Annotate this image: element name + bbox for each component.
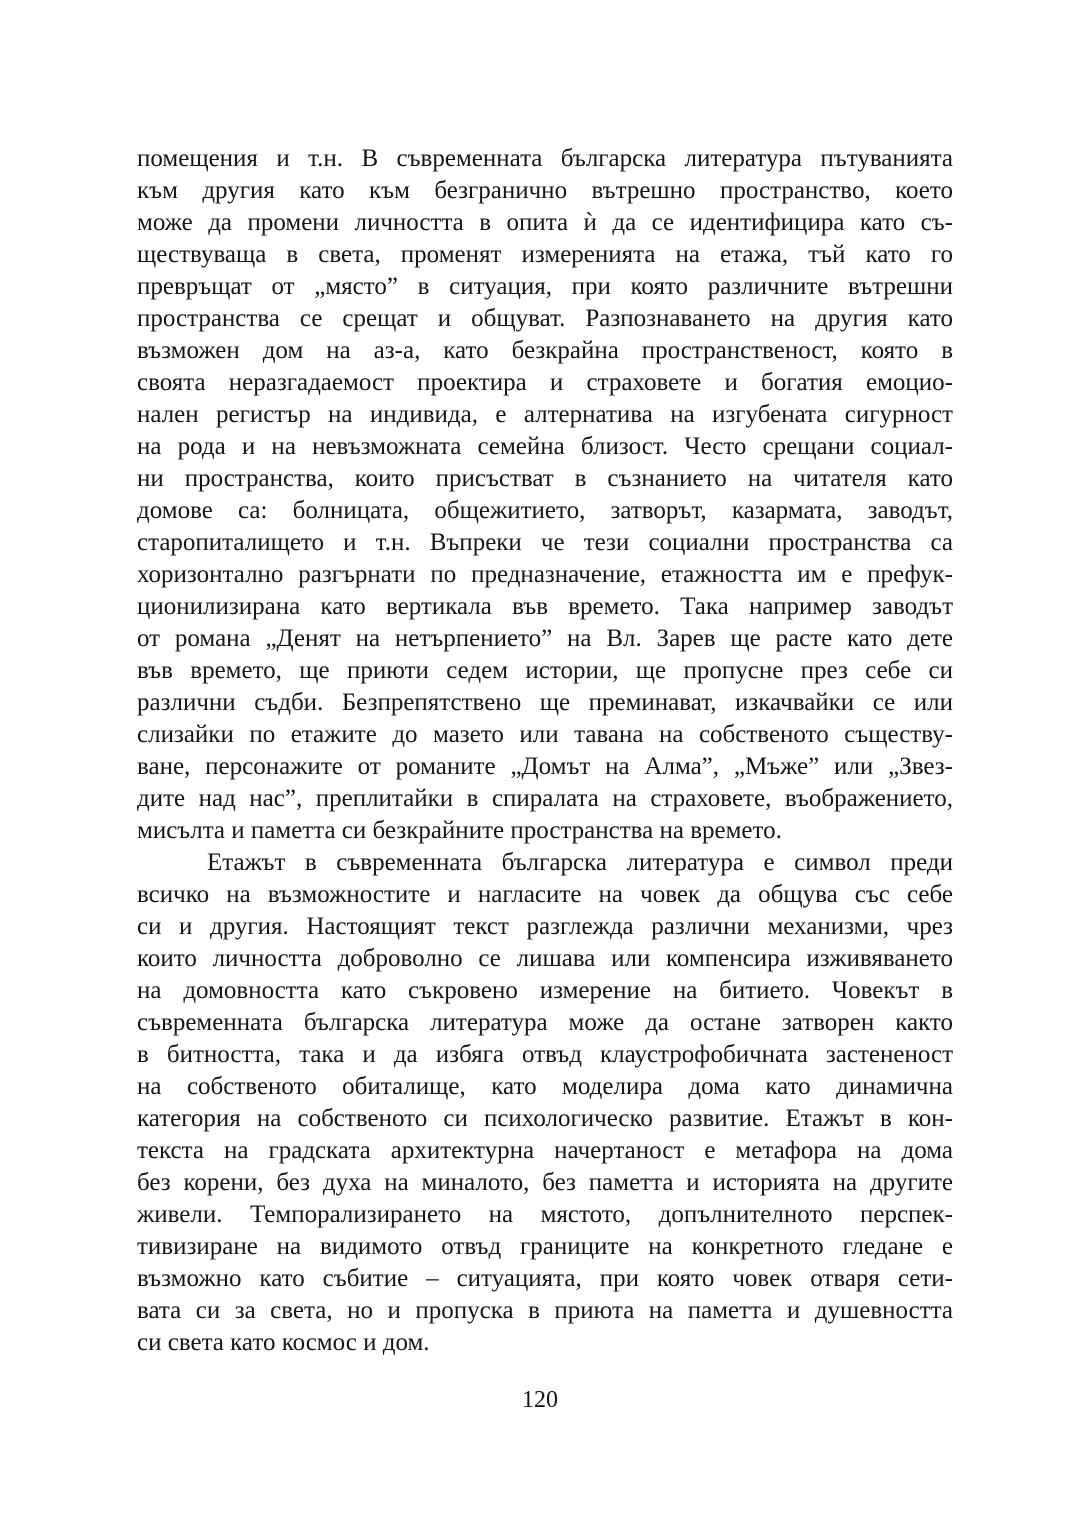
text-line: на домовността като съкровено измерение на битието. Човекът в bbox=[137, 977, 953, 1004]
text-line: домове са: болницата, общежитието, затворът, казармата, заводът, bbox=[137, 497, 953, 524]
text-line: мисълта и паметта си безкрайните пространства на времето. bbox=[137, 817, 782, 844]
text-line: на собственото обиталище, като моделира дома като динамична bbox=[137, 1073, 953, 1100]
text-line: дите над нас”, преплитайки в спиралата на страховете, въображението, bbox=[137, 785, 953, 812]
text-line: ване, персонажите от романите „Домът на Алма”, „Мъже” или „Звез- bbox=[137, 753, 953, 780]
text-line: на рода и на невъзможната семейна близост. Често срещани социал- bbox=[137, 433, 953, 460]
text-line: живели. Темпорализирането на мястото, допълнителното перспек- bbox=[137, 1201, 953, 1228]
text-line: различни съдби. Безпрепятствено ще преминават, изкачвайки се или bbox=[137, 689, 953, 716]
paragraph-1 bbox=[137, 143, 953, 847]
text-line: може да промени личността в опита ѝ да се идентифицира като съ- bbox=[137, 209, 953, 236]
text-line: хоризонтално разгърнати по предназначение, етажността им е префук- bbox=[137, 561, 953, 588]
text-line: нален регистър на индивида, е алтернатива на изгубената сигурност bbox=[137, 401, 953, 428]
text-line: превръщат от „място” в ситуация, при която различните вътрешни bbox=[137, 273, 953, 300]
text-line: ществуваща в света, променят измеренията на етажа, тъй като го bbox=[137, 241, 953, 268]
page-number: 120 bbox=[522, 1387, 558, 1413]
text-line: всичко на възможностите и нагласите на човек да общува със себе bbox=[137, 881, 953, 908]
text-line: слизайки по етажите до мазето или тавана на собственото съществу- bbox=[137, 721, 953, 748]
text-line: Етажът в съвременната българска литература е символ преди bbox=[207, 849, 953, 876]
text-line: си света като космос и дом. bbox=[137, 1329, 430, 1356]
text-line: които личността доброволно се лишава или компенсира изживяването bbox=[137, 945, 953, 972]
paragraph-2 bbox=[137, 847, 953, 1359]
text-line: във времето, ще приюти седем истории, ще пропусне през себе си bbox=[137, 657, 953, 684]
body-text bbox=[137, 143, 953, 1359]
text-line: към другия като към безгранично вътрешно пространство, което bbox=[137, 177, 953, 204]
text-line: категория на собственото си психологическо развитие. Етажът в кон- bbox=[137, 1105, 953, 1132]
text-line: без корени, без духа на миналото, без паметта и историята на другите bbox=[137, 1169, 953, 1196]
text-line: тивизиране на видимото отвъд границите на конкретното гледане е bbox=[137, 1233, 953, 1260]
text-line: своята неразгадаемост проектира и страховете и богатия емоцио- bbox=[137, 369, 953, 396]
text-line: ни пространства, които присъстват в съзнанието на читателя като bbox=[137, 465, 953, 492]
text-line: вата си за света, но и пропуска в приюта на паметта и душевността bbox=[137, 1297, 953, 1324]
text-line: от романа „Денят на нетърпението” на Вл. Зарев ще расте като дете bbox=[137, 625, 953, 652]
text-line: ционилизирана като вертикала във времето. Така например заводът bbox=[137, 593, 953, 620]
text-line: пространства се срещат и общуват. Разпознаването на другия като bbox=[137, 305, 953, 332]
text-line: помещения и т.н. В съвременната българска литература пътуванията bbox=[137, 145, 953, 172]
text-line: възможен дом на аз-а, като безкрайна пространственост, която в bbox=[137, 337, 953, 364]
text-line: съвременната българска литература може да остане затворен както bbox=[137, 1009, 953, 1036]
text-line: възможно като събитие – ситуацията, при която човек отваря сети- bbox=[137, 1265, 953, 1292]
text-line: текста на градската архитектурна начертаност е метафора на дома bbox=[137, 1137, 953, 1164]
text-line: си и другия. Настоящият текст разглежда различни механизми, чрез bbox=[137, 913, 953, 940]
text-line: в битността, така и да избяга отвъд клаустрофобичната застененост bbox=[137, 1041, 953, 1068]
text-line: старопиталището и т.н. Въпреки че тези социални пространства са bbox=[137, 529, 953, 556]
